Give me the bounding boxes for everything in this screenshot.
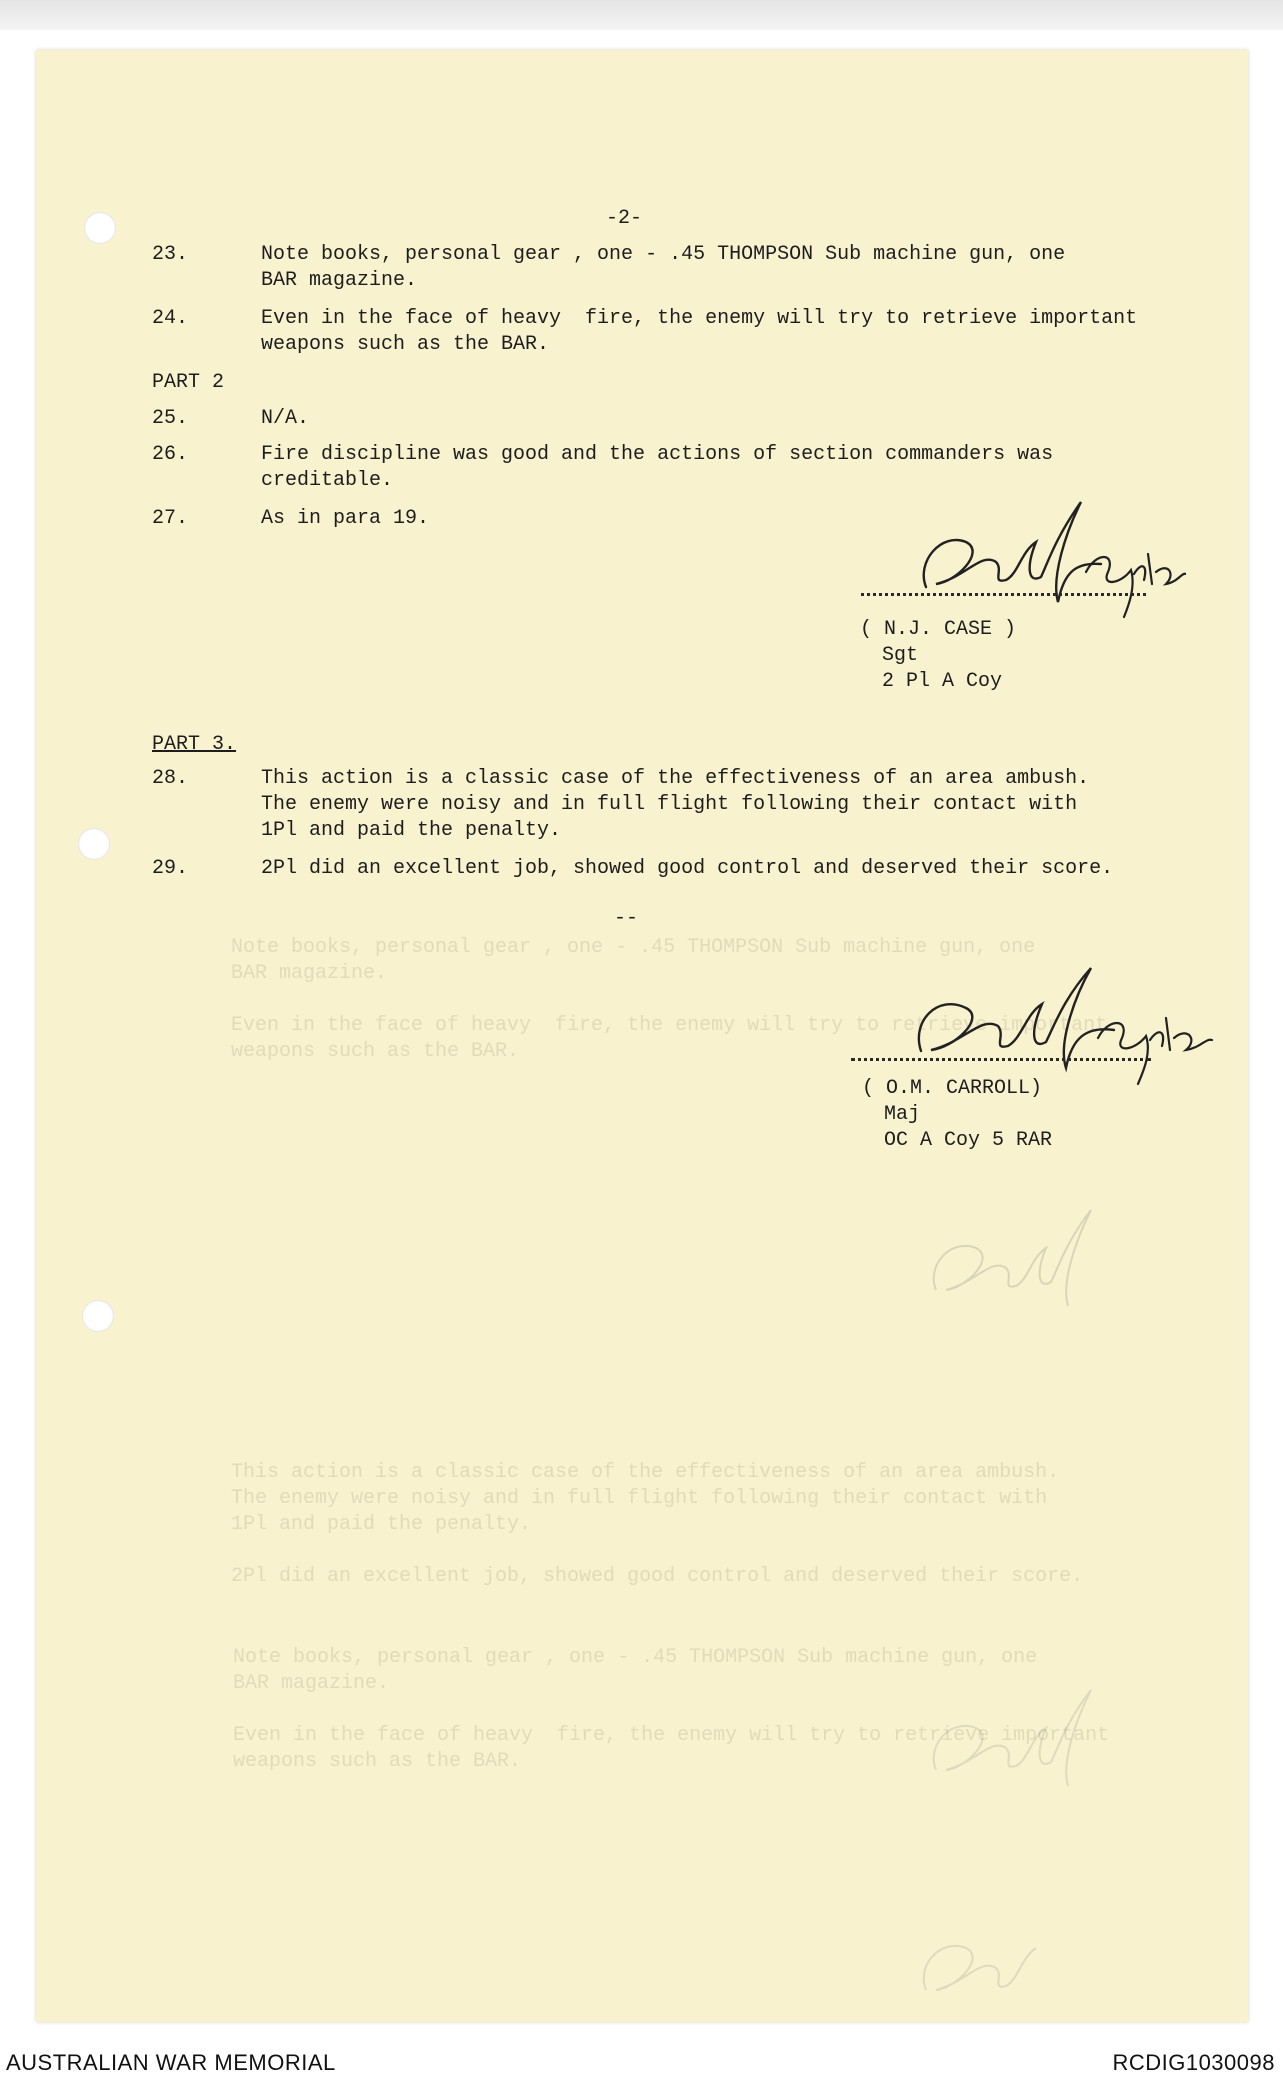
signatory-rank: Maj [884, 1103, 921, 1126]
show-through-text: Note books, personal gear , one - .45 THOMPSON Sub machine gun, one BAR magazine. Even in the face of heavy fire, the enemy will try to retrieve important weapons such as the BAR. [231, 936, 1108, 1063]
signature-line [851, 1058, 1151, 1061]
signature-line [861, 593, 1146, 596]
separator-mark: -- [614, 907, 639, 930]
punch-hole [84, 212, 116, 244]
handwritten-signature [876, 956, 1216, 1086]
item-text: As in para 19. [261, 507, 430, 530]
signatory-rank: Sgt [882, 644, 919, 667]
signatory-name: ( N.J. CASE ) [860, 618, 1017, 641]
item-text: 2Pl did an excellent job, showed good control and deserved their score. [261, 857, 1114, 880]
signatory-name: ( O.M. CARROLL) [862, 1077, 1043, 1100]
item-text: This action is a classic case of the effectiveness of an area ambush. The enemy were noisy and in full flight following their contact with 1Pl and paid the penalty. [261, 767, 1090, 842]
handwritten-signature [886, 492, 1186, 622]
document-page [36, 50, 1248, 2022]
item-number: 25. [152, 407, 189, 430]
item-text: N/A. [261, 407, 310, 430]
item-number: 28. [152, 767, 189, 790]
show-through-signature [896, 1200, 1196, 1320]
item-text: Note books, personal gear , one - .45 THOMPSON Sub machine gun, one BAR magazine. [261, 243, 1066, 292]
show-through-text: This action is a classic case of the effectiveness of an area ambush. The enemy were noisy and in full flight following their contact with 1Pl and paid the penalty. 2Pl did an excellent job, showed good control and deserved their score. [231, 1461, 1084, 1588]
item-text: Fire discipline was good and the actions of section commanders was creditable. [261, 443, 1054, 492]
show-through-signature [886, 1900, 1186, 2010]
viewer-top-bar [0, 0, 1283, 30]
show-through-text: Note books, personal gear , one - .45 THOMPSON Sub machine gun, one BAR magazine. Even in the face of heavy fire, the enemy will try to retrieve important weapons such as the BAR. [233, 1646, 1110, 1773]
item-text: Even in the face of heavy fire, the enemy will try to retrieve important weapons such as the BAR. [261, 307, 1138, 356]
punch-hole [78, 828, 110, 860]
part-heading: PART 3. [152, 733, 237, 756]
part-heading: PART 2 [152, 371, 225, 394]
footer-archive-name: AUSTRALIAN WAR MEMORIAL [6, 2050, 336, 2075]
page-number: -2- [606, 207, 643, 230]
footer-record-id: RCDIG1030098 [1112, 2050, 1275, 2075]
item-number: 29. [152, 857, 189, 880]
item-number: 24. [152, 307, 189, 330]
show-through-signature [896, 1680, 1196, 1800]
signatory-unit: OC A Coy 5 RAR [884, 1129, 1053, 1152]
item-number: 27. [152, 507, 189, 530]
punch-hole [82, 1300, 114, 1332]
item-number: 26. [152, 443, 189, 466]
signatory-unit: 2 Pl A Coy [882, 670, 1003, 693]
item-number: 23. [152, 243, 189, 266]
